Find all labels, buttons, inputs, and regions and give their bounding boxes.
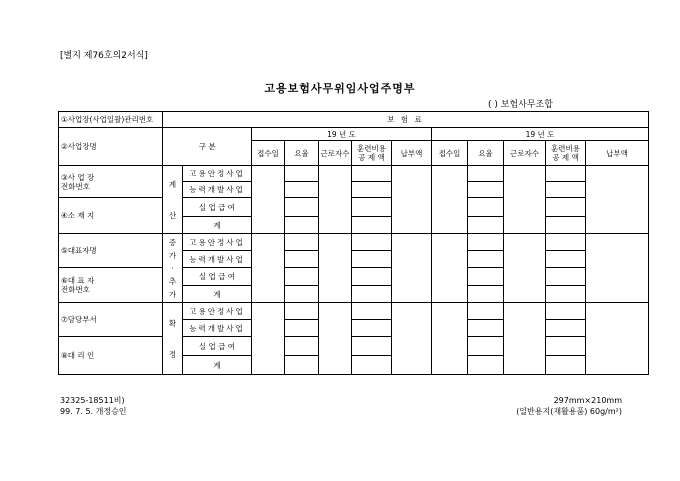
- form-reference: [별지 제76호의2서식]: [60, 51, 148, 61]
- col-payment: 납부액: [586, 141, 649, 166]
- item-skill-development: 능력개발사업: [183, 320, 252, 337]
- item-employment-stability: 고용안정사업: [183, 303, 252, 320]
- label-agent: ⑧대 리 인: [59, 337, 163, 375]
- item-unemployment-benefit: 실 업 급 여: [183, 198, 252, 217]
- register-table: [58, 111, 649, 375]
- col-workers: 근로자수: [319, 141, 352, 166]
- label-business-name: ②사업장명: [59, 128, 163, 166]
- col-received-date: 접수일: [252, 141, 285, 166]
- header-year-2: 19 년 도: [432, 128, 649, 141]
- item-employment-stability: 고용안정사업: [183, 166, 252, 182]
- header-year-1: 19 년 도: [252, 128, 432, 141]
- header-division: 구 분: [163, 128, 252, 166]
- label-address: ④소 재 지: [59, 198, 163, 234]
- col-rate: 요율: [285, 141, 319, 166]
- item-total: 계: [183, 356, 252, 375]
- col-workers: 근로자수: [504, 141, 546, 166]
- item-skill-development: 능력개발사업: [183, 251, 252, 268]
- col-training-deduction: 훈련비용 공 제 액: [546, 141, 586, 166]
- header-premium: 보 험 료: [163, 112, 649, 128]
- item-employment-stability: 고용안정사업: [183, 234, 252, 251]
- col-rate: 요율: [468, 141, 504, 166]
- label-department: ⑦담당부서: [59, 303, 163, 337]
- item-total: 계: [183, 217, 252, 234]
- label-business-phone: ③사 업 장 전화번호: [59, 166, 163, 198]
- col-received-date: 접수일: [432, 141, 468, 166]
- form-code: 32325-18511비) 99. 7. 5. 개정승인: [60, 396, 127, 416]
- label-representative-name: ⑤대표자명: [59, 234, 163, 268]
- label-representative-phone: ⑥대 표 자 전화번호: [59, 268, 163, 303]
- group-calculation: 계 산: [163, 166, 183, 234]
- item-unemployment-benefit: 실 업 급 여: [183, 337, 252, 356]
- col-training-deduction: 훈련비용 공 제 액: [352, 141, 392, 166]
- form-title: 고용보험사무위임사업주명부: [264, 82, 416, 95]
- association-name-field: ( ) 보험사무조합: [488, 100, 553, 110]
- group-confirmed: 확 정: [163, 303, 183, 375]
- item-skill-development: 능력개발사업: [183, 182, 252, 198]
- col-payment: 납부액: [392, 141, 432, 166]
- paper-spec: 297mm×210mm (일반용지(재활용품) 60g/m²): [516, 396, 622, 416]
- item-unemployment-benefit: 실 업 급 여: [183, 268, 252, 286]
- group-increase: 증 가 · 추 가: [163, 234, 183, 303]
- item-total: 계: [183, 286, 252, 303]
- label-business-number: ①사업장(사업일괄)관리번호: [59, 112, 163, 128]
